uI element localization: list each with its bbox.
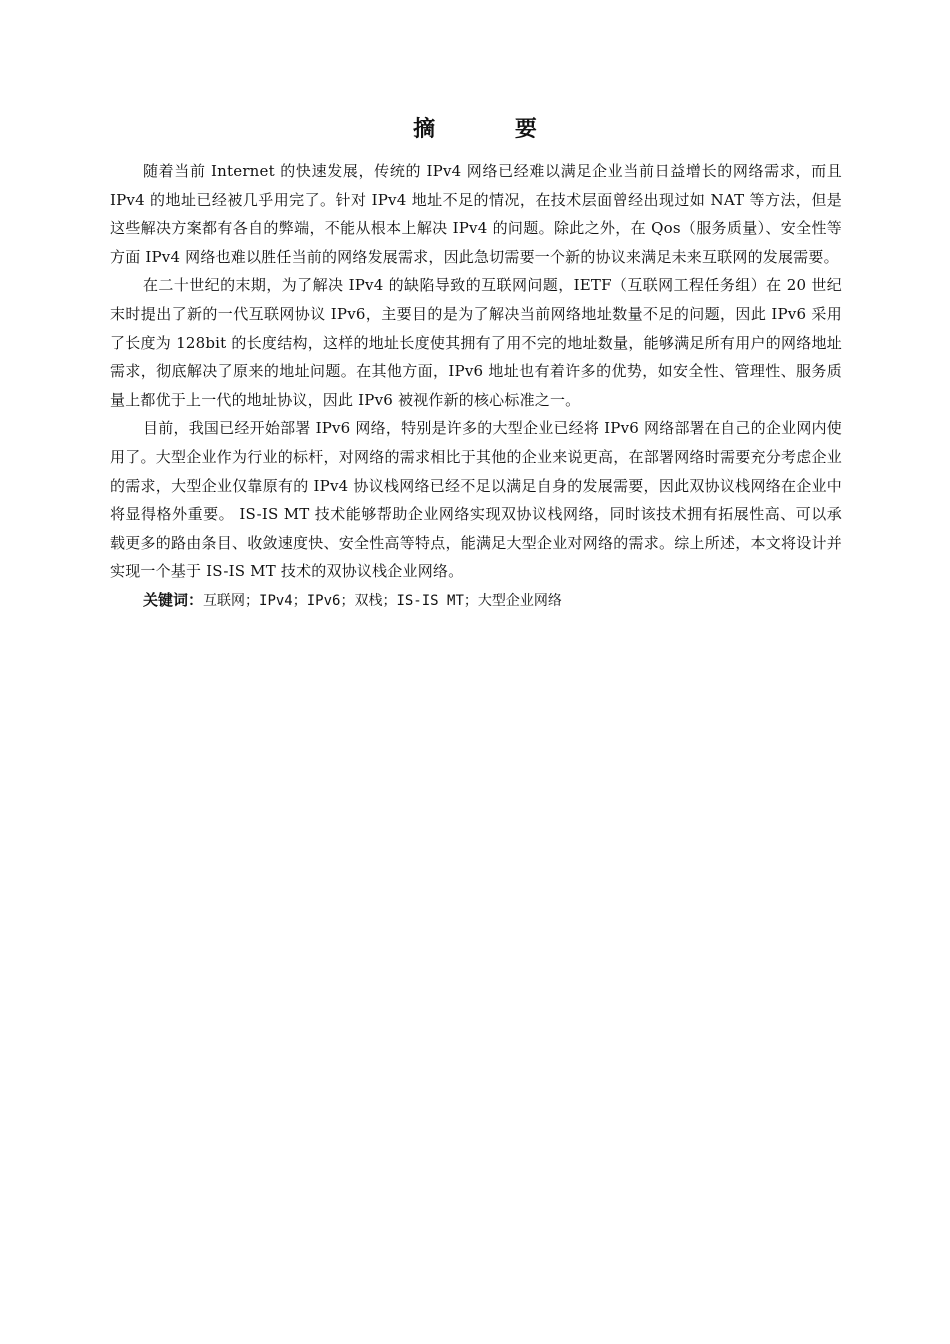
keywords-label: 关键词： <box>143 590 204 609</box>
abstract-title: 摘 要 <box>413 117 573 142</box>
abstract-body <box>110 157 842 616</box>
keywords-line <box>110 586 842 616</box>
abstract-paragraph-3: 目前，我国已经开始部署 IPv6 网络，特别是许多的大型企业已经将 IPv6 网络部署在自己的企业网内使用了。大型企业作为行业的标杆，对网络的需求相比于其他的企业来说更高，在部署网络时需要充分考虑企业的需求，大型企业仅靠原有的 IPv4 协议栈网络已经不足以满足自身的发展需要，因此双协议栈网络在企业中将显得格外重要。 IS-IS MT 技术能够帮助企业网络实现双协议栈网络，同时该技术拥有拓展性高、可以承载更多的路由条目、收敛速度快、安全性高等特点，能满足大型企业对网络的需求。综上所述，本文将设计并实现一个基于 IS-IS MT 技术的双协议栈企业网络。 <box>110 419 842 581</box>
abstract-paragraph-1: 随着当前 Internet 的快速发展，传统的 IPv4 网络已经难以满足企业当前日益增长的网络需求，而且 IPv4 的地址已经被几乎用完了。针对 IPv4 地址不足的情况，在技术层面曾经出现过如 NAT 等方法，但是这些解决方案都有各自的弊端，不能从根本上解决 IPv4 的问题。除此之外，在 Qos（服务质量）、安全性等方面 IPv4 网络也难以胜任当前的网络发展需求，因此急切需要一个新的协议来满足未来互联网的发展需要。 <box>110 162 842 266</box>
keywords-values: 互联网；IPv4；IPv6；双栈；IS-IS MT；大型企业网络 <box>203 592 562 609</box>
abstract-paragraph-2: 在二十世纪的末期，为了解决 IPv4 的缺陷导致的互联网问题，IETF（互联网工程任务组）在 20 世纪末时提出了新的一代互联网协议 IPv6，主要目的是为了解决当前网络地址数量不足的问题，因此 IPv6 采用了长度为 128bit 的长度结构，这样的地址长度使其拥有了用不完的地址数量，能够满足所有用户的网络地址需求，彻底解决了原来的地址问题。在其他方面，IPv6 地址也有着许多的优势，如安全性、管理性、服务质量上都优于上一代的地址协议，因此 IPv6 被视作新的核心标准之一。 <box>110 276 842 409</box>
